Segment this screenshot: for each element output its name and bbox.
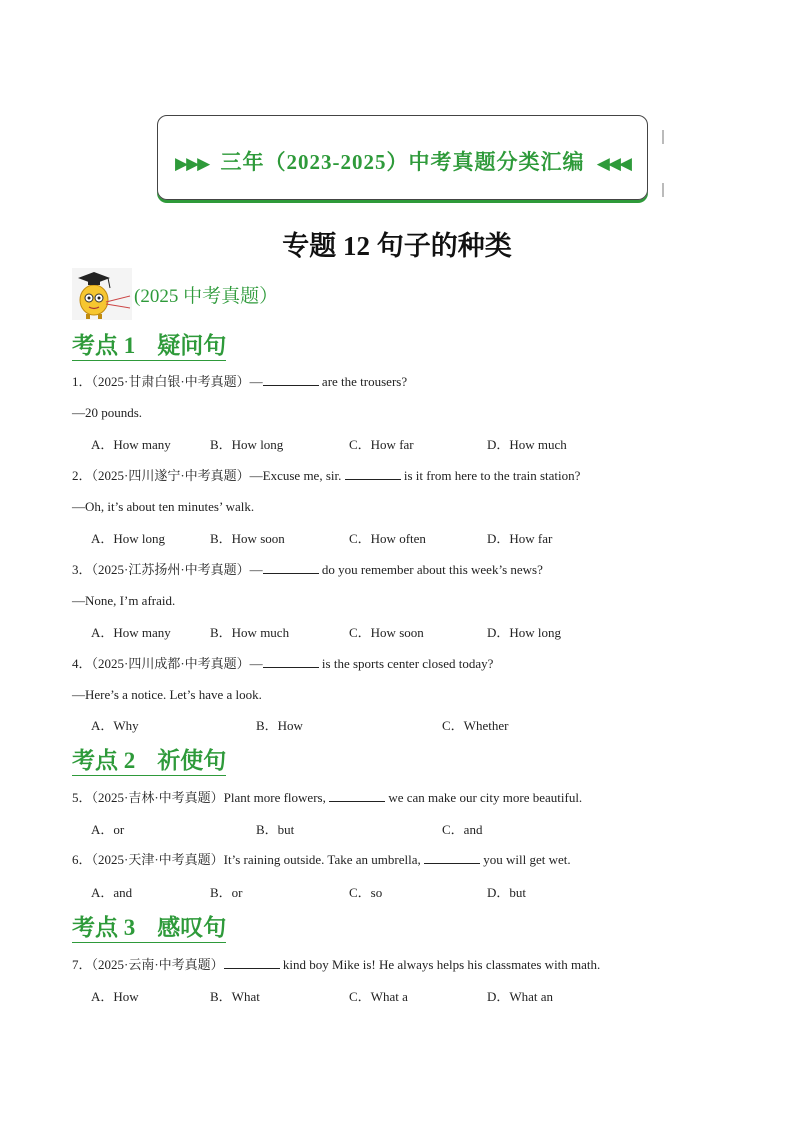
option-a[interactable]: A．How many xyxy=(91,625,171,640)
option-c[interactable]: C．How far xyxy=(349,437,414,452)
banner-title-line xyxy=(158,146,647,176)
option-d[interactable]: D．How long xyxy=(487,625,562,640)
question-reply: —Oh, it’s about ten minutes’ walk. xyxy=(72,499,255,514)
option-a[interactable]: A．How xyxy=(91,989,139,1004)
banner-decoration xyxy=(662,183,664,197)
option-a[interactable]: A．Why xyxy=(91,718,139,733)
option-a[interactable]: A．How long xyxy=(91,531,166,546)
question-reply: —None, I’m afraid. xyxy=(72,593,176,608)
answer-blank[interactable] xyxy=(224,956,280,969)
option-b[interactable]: B．What xyxy=(210,989,260,1004)
answer-blank[interactable] xyxy=(263,373,319,386)
question-2: 2．（2025·四川遂宁·中考真题）—Excuse me, sir. is it from here to the train station? xyxy=(72,468,581,483)
question-6: 6．（2025·天津·中考真题）It’s raining outside. Take an umbrella, you will get wet. xyxy=(72,852,571,867)
question-7: 7．（2025·云南·中考真题） kind boy Mike is! He always helps his classmates with math. xyxy=(72,957,601,972)
answer-blank[interactable] xyxy=(329,789,385,802)
section-title: 考点 2 祈使句 xyxy=(72,747,226,776)
title-banner xyxy=(157,115,648,200)
question-reply: —Here’s a notice. Let’s have a look. xyxy=(72,687,262,702)
section-header xyxy=(72,268,278,320)
option-a[interactable]: A．or xyxy=(91,822,125,837)
option-a[interactable]: A．How many xyxy=(91,437,171,452)
question-1: 1．（2025·甘肃白银·中考真题）— are the trousers? xyxy=(72,374,408,389)
option-b[interactable]: B．but xyxy=(256,822,295,837)
banner-title: 三年（2023-2025）中考真题分类汇编 xyxy=(220,150,585,174)
option-b[interactable]: B．How much xyxy=(210,625,290,640)
option-d[interactable]: D．How far xyxy=(487,531,553,546)
option-d[interactable]: D．What an xyxy=(487,989,554,1004)
option-d[interactable]: D．How much xyxy=(487,437,567,452)
option-c[interactable]: C．so xyxy=(349,885,383,900)
option-c[interactable]: C．How often xyxy=(349,531,426,546)
option-d[interactable]: D．but xyxy=(487,885,527,900)
arrows-left-icon: ◀◀◀ xyxy=(596,154,630,173)
option-c[interactable]: C．How soon xyxy=(349,625,424,640)
question-reply: —20 pounds. xyxy=(72,405,143,420)
section-title: 考点 3 感叹句 xyxy=(72,914,226,943)
answer-blank[interactable] xyxy=(263,655,319,668)
option-b[interactable]: B．How xyxy=(256,718,303,733)
option-b[interactable]: B．How soon xyxy=(210,531,285,546)
banner-decoration xyxy=(662,130,664,144)
answer-blank[interactable] xyxy=(263,561,319,574)
section-label: (2025 中考真题） xyxy=(134,285,279,307)
arrows-right-icon: ▶▶▶ xyxy=(175,154,209,173)
answer-blank[interactable] xyxy=(424,851,480,864)
mascot-icon xyxy=(72,268,132,320)
document-title: 专题 12 句子的种类 xyxy=(282,231,512,261)
option-a[interactable]: A．and xyxy=(91,885,133,900)
question-4: 4．（2025·四川成都·中考真题）— is the sports center closed today? xyxy=(72,656,494,671)
question-5: 5．（2025·吉林·中考真题）Plant more flowers, we can make our city more beautiful. xyxy=(72,790,583,805)
section-title: 考点 1 疑问句 xyxy=(72,332,226,361)
answer-blank[interactable] xyxy=(345,467,401,480)
option-c[interactable]: C．What a xyxy=(349,989,408,1004)
option-b[interactable]: B．How long xyxy=(210,437,284,452)
option-b[interactable]: B．or xyxy=(210,885,243,900)
option-c[interactable]: C．Whether xyxy=(442,718,509,733)
question-3: 3．（2025·江苏扬州·中考真题）— do you remember about this week’s news? xyxy=(72,562,543,577)
option-c[interactable]: C．and xyxy=(442,822,483,837)
